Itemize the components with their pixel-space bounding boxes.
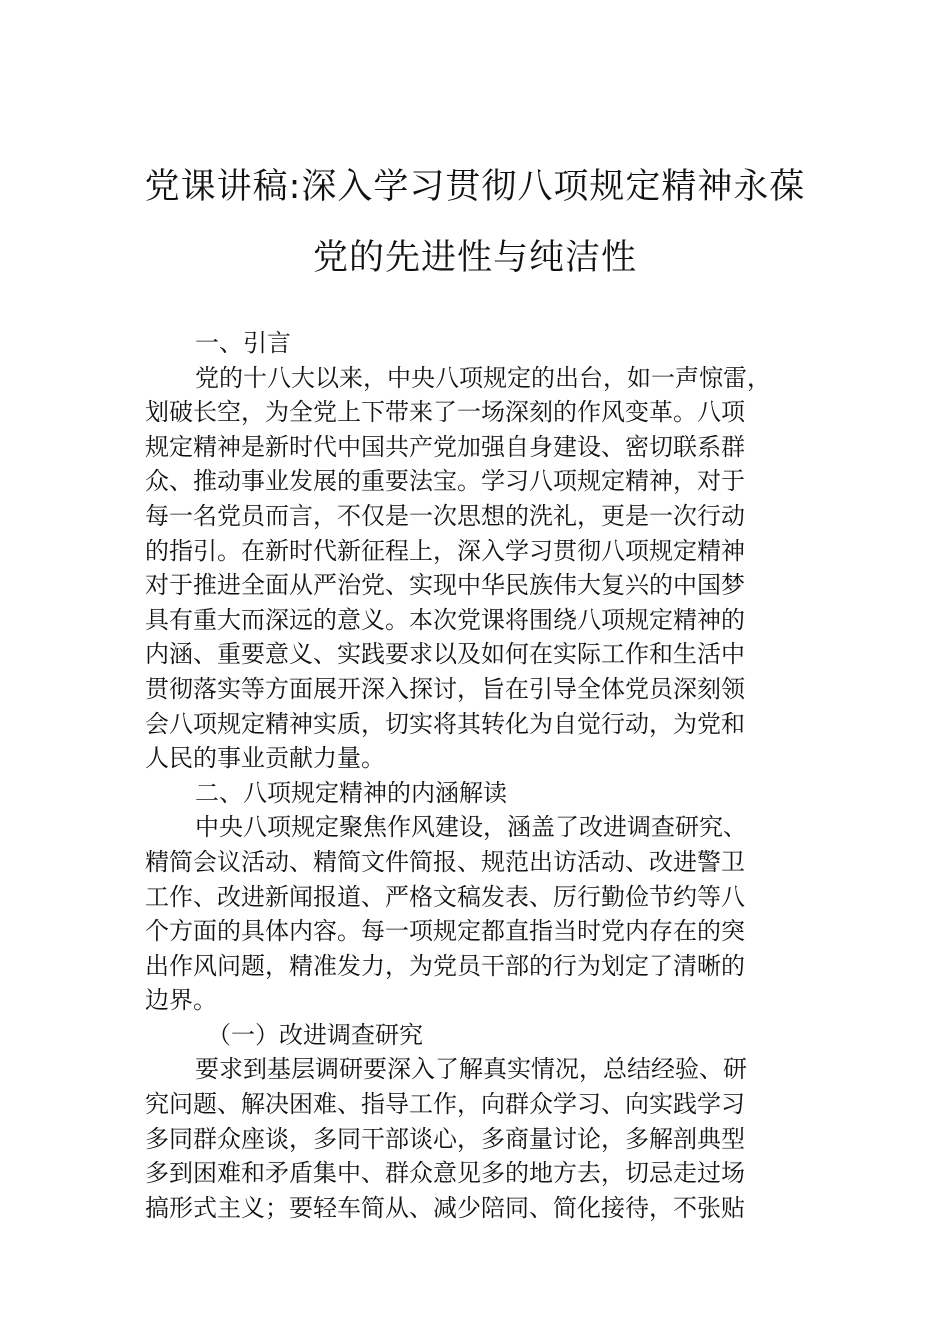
text-line: 出作风问题，精准发力，为党员干部的行为划定了清晰的 (145, 951, 745, 980)
text-line: 规定精神是新时代中国共产党加强自身建设、密切联系群 (145, 432, 745, 461)
text-line: 究问题、解决困难、指导工作，向群众学习、向实践学习 (145, 1090, 745, 1119)
text-line: 精简会议活动、精简文件简报、规范出访活动、改进警卫 (145, 847, 745, 876)
text-line: 划破长空，为全党上下带来了一场深刻的作风变革。八项 (145, 398, 745, 427)
document-body (145, 326, 825, 1225)
text-line: 对于推进全面从严治党、实现中华民族伟大复兴的中国梦 (145, 571, 745, 600)
text-line: 个方面的具体内容。每一项规定都直指当时党内存在的突 (145, 917, 745, 946)
text-line: 众、推动事业发展的重要法宝。学习八项规定精神，对于 (145, 467, 745, 496)
text-line: 要求到基层调研要深入了解真实情况，总结经验、研 (195, 1055, 747, 1084)
text-line: 人民的事业贡献力量。 (145, 744, 385, 773)
text-line: 二、八项规定精神的内涵解读 (195, 778, 507, 807)
text-line: 中央八项规定聚焦作风建设，涵盖了改进调查研究、 (195, 813, 747, 842)
text-line: 一、引言 (195, 329, 291, 357)
text-line: 工作、改进新闻报道、严格文稿发表、厉行勤俭节约等八 (145, 882, 745, 911)
text-line: 边界。 (145, 986, 217, 1015)
document-title-line-2: 党的先进性与纯洁性 (312, 238, 637, 278)
document-title-line-1: 党课讲稿:深入学习贯彻八项规定精神永葆 (144, 167, 806, 207)
text-line: 党的十八大以来，中央八项规定的出台，如一声惊雷， (195, 363, 771, 392)
text-line: 具有重大而深远的意义。本次党课将围绕八项规定精神的 (145, 605, 745, 634)
text-line: 每一名党员而言，不仅是一次思想的洗礼，更是一次行动 (145, 501, 745, 530)
text-line: （一）改进调查研究 (207, 1020, 423, 1049)
text-line: 内涵、重要意义、实践要求以及如何在实际工作和生活中 (145, 640, 745, 669)
text-line: 的指引。在新时代新征程上，深入学习贯彻八项规定精神 (145, 536, 745, 565)
text-line: 会八项规定精神实质，切实将其转化为自觉行动，为党和 (145, 709, 745, 738)
text-line: 多到困难和矛盾集中、群众意见多的地方去，切忌走过场 (145, 1159, 745, 1188)
text-line: 贯彻落实等方面展开深入探讨，旨在引导全体党员深刻领 (145, 674, 745, 703)
text-line: 多同群众座谈，多同干部谈心，多商量讨论，多解剖典型 (145, 1124, 745, 1153)
text-line: 搞形式主义；要轻车简从、减少陪同、简化接待，不张贴 (145, 1193, 745, 1222)
